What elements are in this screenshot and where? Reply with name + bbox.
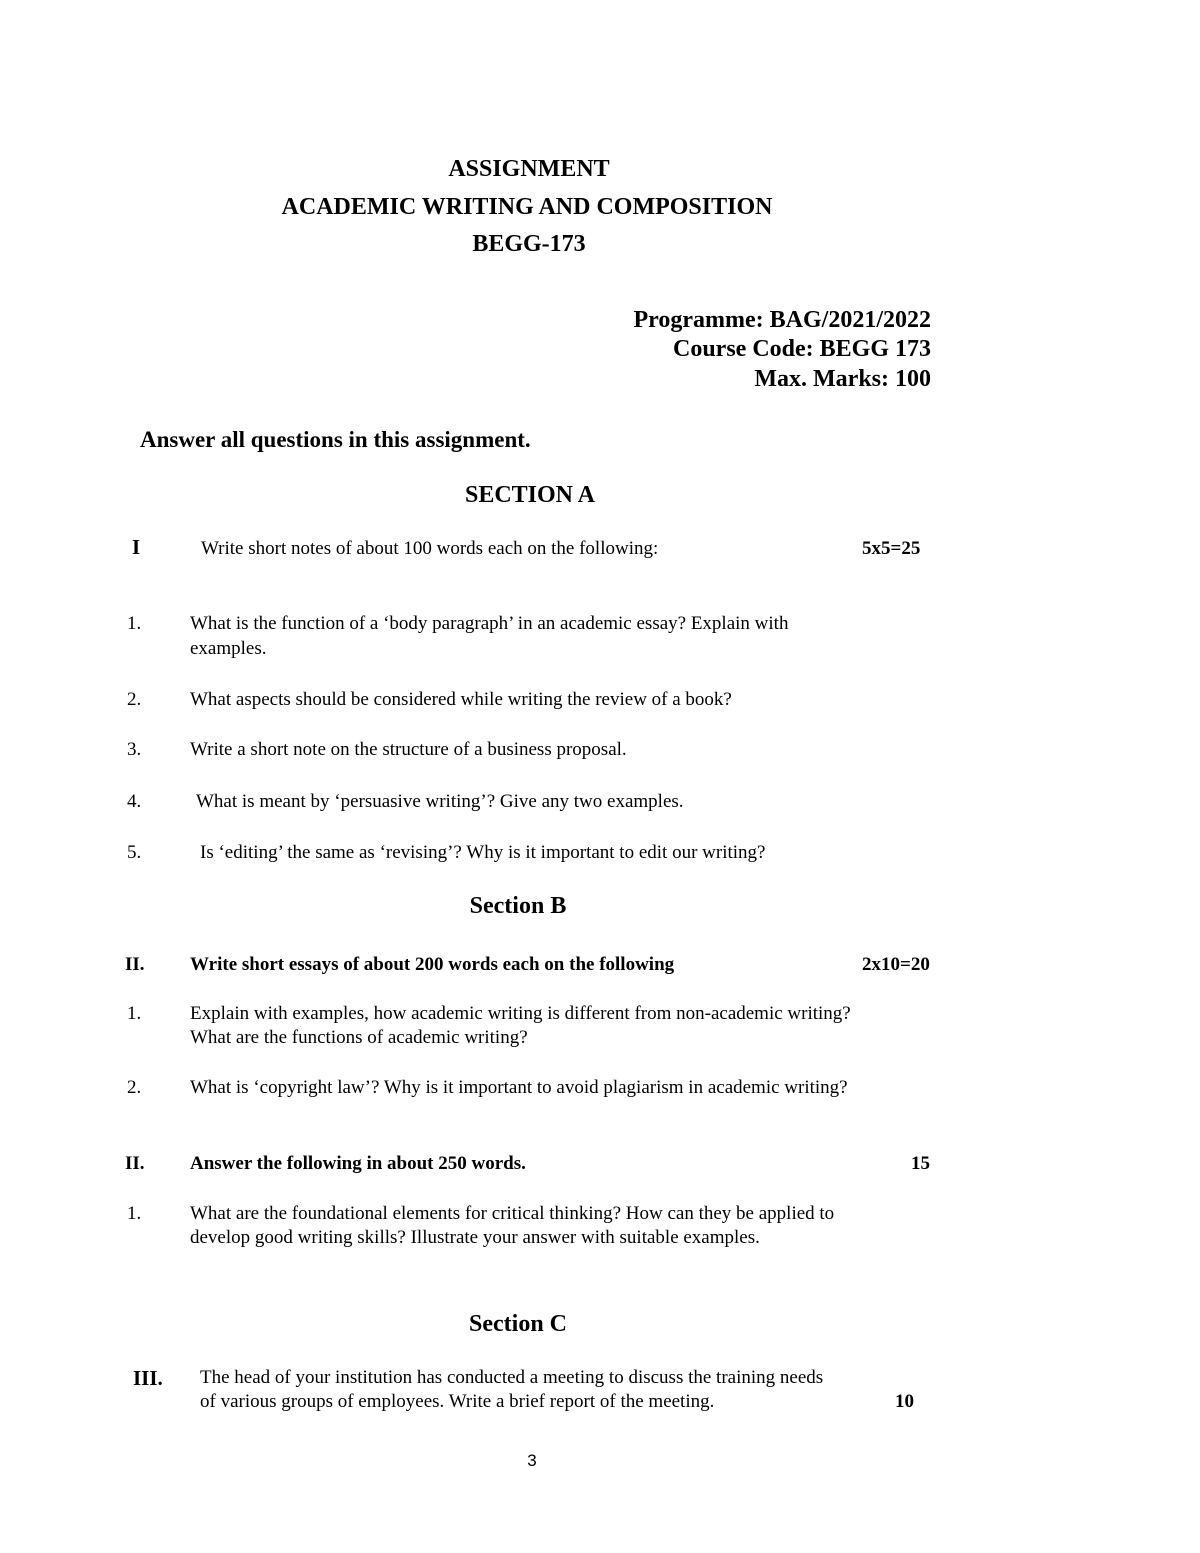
part-i-marks: 5x5=25 bbox=[862, 538, 921, 559]
question-number: 2. bbox=[127, 1077, 142, 1098]
question-number: 5. bbox=[127, 842, 142, 863]
course-code-heading: BEGG-173 bbox=[472, 231, 586, 257]
question-text: Is ‘editing’ the same as ‘revising’? Why is it important to edit our writing? bbox=[200, 842, 766, 863]
programme-label: Programme: BAG/2021/2022 bbox=[633, 307, 931, 333]
question-text: What is the function of a ‘body paragraph’ in an academic essay? Explain with bbox=[190, 613, 789, 634]
page-number: 3 bbox=[527, 1451, 537, 1470]
question-number: 1. bbox=[127, 613, 142, 634]
part-i-number: I bbox=[132, 535, 141, 559]
part-ii-instruction: Write short essays of about 200 words each on the following bbox=[190, 954, 675, 975]
part-ii-b-marks: 15 bbox=[911, 1153, 930, 1174]
course-code-label: Course Code: BEGG 173 bbox=[673, 336, 931, 362]
question-text-continued: develop good writing skills? Illustrate your answer with suitable examples. bbox=[190, 1227, 760, 1248]
assignment-heading: ASSIGNMENT bbox=[448, 156, 610, 182]
part-iii-text: The head of your institution has conducted a meeting to discuss the training needs bbox=[200, 1367, 824, 1388]
part-iii-number: III. bbox=[133, 1366, 163, 1390]
question-number: 3. bbox=[127, 739, 142, 760]
question-text-continued: What are the functions of academic writing? bbox=[190, 1027, 528, 1048]
question-text: What is ‘copyright law’? Why is it important to avoid plagiarism in academic writing? bbox=[190, 1077, 848, 1098]
question-text: Write a short note on the structure of a business proposal. bbox=[190, 739, 627, 760]
part-ii-number: II. bbox=[125, 954, 145, 975]
part-ii-b-number: II. bbox=[125, 1153, 145, 1174]
question-text: What is meant by ‘persuasive writing’? Give any two examples. bbox=[196, 791, 684, 812]
question-number: 1. bbox=[127, 1003, 142, 1024]
max-marks-label: Max. Marks: 100 bbox=[754, 366, 931, 392]
part-i-instruction: Write short notes of about 100 words each on the following: bbox=[201, 538, 659, 559]
question-text-continued: examples. bbox=[190, 638, 267, 659]
question-text: Explain with examples, how academic writing is different from non-academic writing? bbox=[190, 1003, 851, 1024]
section-b-title: Section B bbox=[469, 893, 567, 919]
question-text: What are the foundational elements for critical thinking? How can they be applied to bbox=[190, 1203, 835, 1224]
question-number: 4. bbox=[127, 791, 142, 812]
part-ii-b-instruction: Answer the following in about 250 words. bbox=[190, 1153, 526, 1174]
question-text: What aspects should be considered while writing the review of a book? bbox=[190, 689, 732, 710]
part-iii-marks: 10 bbox=[895, 1391, 914, 1412]
question-number: 1. bbox=[127, 1203, 142, 1224]
part-iii-text-continued: of various groups of employees. Write a brief report of the meeting. bbox=[200, 1391, 715, 1412]
section-c-title: Section C bbox=[469, 1311, 567, 1337]
section-a-title: SECTION A bbox=[464, 482, 596, 508]
course-title: ACADEMIC WRITING AND COMPOSITION bbox=[281, 194, 773, 220]
question-number: 2. bbox=[127, 689, 142, 710]
part-ii-marks: 2x10=20 bbox=[862, 954, 930, 975]
instruction-text: Answer all questions in this assignment. bbox=[140, 427, 531, 452]
